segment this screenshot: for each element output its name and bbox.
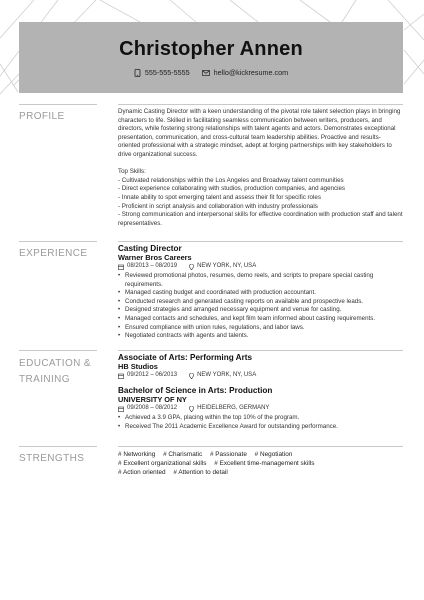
section-title-education (19, 356, 91, 388)
strengths-list (118, 450, 403, 477)
section-divider (19, 104, 97, 105)
education-location: NEW YORK, NY, USA (197, 372, 257, 378)
strengths-section (19, 446, 403, 486)
mail-icon (202, 70, 210, 76)
experience-section (19, 241, 403, 346)
education-bullets (118, 414, 403, 431)
section-divider (118, 446, 403, 447)
section-title-line: EDUCATION & (19, 358, 91, 369)
strength-tag: # Attention to detail (173, 469, 228, 476)
section-divider (19, 241, 97, 242)
location-pin-icon (189, 373, 194, 379)
school-name: HB Studios (118, 361, 158, 371)
email-address[interactable]: hello@kickresume.com (213, 68, 289, 77)
section-divider (118, 104, 403, 105)
section-title-experience: EXPERIENCE (19, 248, 88, 259)
top-skill-item: - Direct experience collaborating with studios, production companies, and agencies (118, 185, 346, 193)
strength-tag: # Charismatic (163, 451, 203, 458)
strength-tag: # Networking (118, 451, 156, 458)
section-divider (118, 241, 403, 242)
strength-tag: # Passionate (209, 451, 247, 458)
strength-tag: # Excellent time-management skills (214, 460, 315, 467)
list-item: • Received The 2011 Academic Excellence Award for outstanding performance. (118, 423, 403, 432)
degree-title: Bachelor of Science in Arts: Production (118, 386, 273, 395)
top-skill-item: - Strong communication and interpersonal skills for effective coordination with production staff and talent representatives. (118, 211, 403, 227)
contact-info (19, 68, 403, 77)
education-meta (118, 404, 403, 413)
top-skill-item: - Cultivated relationships within the Los Angeles and Broadway talent communities (118, 176, 344, 184)
degree-title: Associate of Arts: Performing Arts (118, 353, 253, 362)
phone-contact (134, 68, 190, 77)
education-section (19, 350, 403, 440)
section-title-strengths: STRENGTHS (19, 453, 85, 464)
top-skill-item: - Innate ability to spot emerging talent and assess their fit for specific roles (118, 193, 321, 201)
job-location: NEW YORK, NY, USA (197, 263, 257, 269)
section-divider (19, 446, 97, 447)
education-body (118, 353, 403, 431)
list-item: • Managed casting budget and coordinated with production accountant. (118, 289, 403, 298)
location-pin-icon (189, 264, 194, 270)
candidate-name: Christopher Annen (119, 38, 303, 60)
job-bullets (118, 272, 403, 341)
education-location: HEIDELBERG, GERMANY (197, 405, 270, 411)
list-item: • Achieved a 3.9 GPA, placing within the top 10% of the program. (118, 414, 403, 423)
list-item: • Conducted research and generated casting reports on available and prospective leads. (118, 298, 403, 307)
experience-body (118, 244, 403, 341)
phone-number[interactable]: 555-555-5555 (144, 68, 190, 77)
location-pin-icon (189, 406, 194, 412)
profile-body (118, 108, 403, 228)
education-dates: 09/2008 – 08/2012 (127, 405, 178, 411)
calendar-icon (118, 373, 124, 379)
list-item: • Managed contacts and schedules, and kept film team informed about casting requirements. (118, 315, 403, 324)
top-skill-item: - Proficient in script analysis and collaboration with industry professionals (118, 202, 318, 210)
section-title-line: TRAINING (19, 374, 70, 385)
profile-section (19, 104, 403, 234)
list-item: • Reviewed promotional photos, resumes, demo reels, and scripts to prepare special casting requirements. (118, 272, 403, 289)
list-item: • Ensured compliance with union rules, regulations, and labor laws. (118, 324, 403, 333)
phone-icon (134, 69, 141, 77)
school-name: UNIVERSITY OF NY (118, 394, 187, 404)
education-meta (118, 371, 403, 380)
job-title: Casting Director (118, 244, 182, 253)
employer-name: Warner Bros Careers (118, 252, 192, 262)
education-dates: 09/2012 – 06/2013 (127, 372, 178, 378)
strength-tag: # Action oriented (118, 469, 166, 476)
list-item: • Negotiated contracts with agents and talents. (118, 332, 403, 341)
resume-header (19, 22, 403, 93)
section-divider (19, 350, 97, 351)
list-item: • Designed strategies and arranged necessary equipment and venue for casting. (118, 306, 403, 315)
job-meta (118, 262, 403, 271)
job-dates: 08/2013 – 08/2019 (127, 263, 178, 269)
email-contact (202, 68, 288, 77)
calendar-icon (118, 264, 124, 270)
profile-summary: Dynamic Casting Director with a keen understanding of the pivotal role talent selection plays in bringing characters to life. Skilled in facilitating seamless communication between writers, producers, and directors, while fostering strong relationships with talent agents and actors. Demonstrates exceptional presentation, communication, and cross-cultural team leadership abilities. Proactive and results-oriented professional with a strategic mindset, adept at forging partnerships with key stakeholders to drive organizational success. (118, 108, 401, 158)
strength-tag: # Negotiation (254, 451, 293, 458)
section-divider (118, 350, 403, 351)
strength-tag: # Excellent organizational skills (118, 460, 207, 467)
top-skills-label: Top Skills: (118, 168, 146, 176)
section-title-profile: PROFILE (19, 111, 65, 122)
calendar-icon (118, 406, 124, 412)
